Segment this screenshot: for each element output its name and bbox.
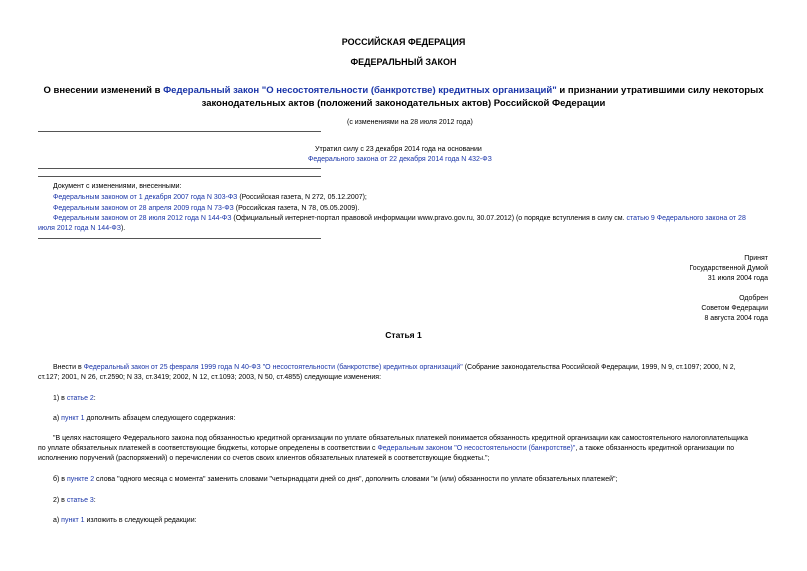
- adopted-line-2: Государственной Думой: [689, 265, 768, 272]
- article-p5-text-b: слова "одного месяца с момента" заменить словами "четырнадцати дней со дня", дополнить словами "и (или) обязанности по уплате обязательных платежей";: [94, 476, 618, 483]
- article-p3: [53, 414, 235, 423]
- article-p2-text-a: 1) в: [53, 395, 67, 402]
- article-p7-link[interactable]: пункт 1: [61, 517, 85, 524]
- changes-item-3-text: (Официальный интернет-портал правовой информации www.pravo.gov.ru, 30.07.2012) (о порядке вступления в силу см.: [231, 215, 627, 222]
- approved-line-1: Одобрен: [739, 295, 768, 302]
- expired-law-link[interactable]: Федерального закона от 22 декабря 2014 года N 432-ФЗ: [308, 156, 492, 163]
- divider: [38, 131, 321, 132]
- article-p5-link[interactable]: пункте 2: [66, 476, 95, 483]
- article-p6-link[interactable]: статье 3: [66, 497, 94, 504]
- edition-note: (с изменениями на 28 июля 2012 года): [347, 119, 473, 126]
- changes-heading: Документ с изменениями, внесенными:: [53, 183, 182, 190]
- approved-line-2: Советом Федерации: [701, 305, 768, 312]
- changes-item-3: [53, 214, 746, 223]
- adopted-line-1: Принят: [744, 255, 768, 262]
- article-p1-text-b: (Собрание законодательства Российской Федерации, 1999, N 9, ст.1097; 2000, N 2,: [462, 364, 736, 371]
- article-p4-text-b: , а также обязанность кредитной организации по: [575, 445, 735, 452]
- header-doc-type: ФЕДЕРАЛЬНЫЙ ЗАКОН: [350, 57, 457, 67]
- article-p1-line2: ст.127; 2001, N 26, ст.2590; N 33, ст.3419; 2002, N 12, ст.1093; 2003, N 50, ст.4855) следующие изменения:: [38, 374, 382, 381]
- title-suffix: и признании утратившими силу некоторых: [556, 85, 764, 96]
- changes-item-1-text: (Российская газета, N 272, 05.12.2007);: [237, 194, 367, 201]
- divider: [38, 176, 321, 177]
- changes-item-3-link[interactable]: Федеральным законом от 28 июля 2012 года N 144-ФЗ: [53, 215, 232, 222]
- changes-item-2-text: (Российская газета, N 78, 05.05.2009).: [233, 205, 360, 212]
- article-heading: Статья 1: [385, 330, 422, 340]
- title-law-link[interactable]: Федеральный закон "О несостоятельности (банкротстве) кредитных организаций": [163, 85, 557, 96]
- changes-item-3-end: ).: [120, 225, 126, 232]
- article-p4-line1: "В целях настоящего Федерального закона под обязанностью кредитной организации по уплате обязательных платежей понимается обязанность кредитной организации как самостоятельного налогоплательщика: [53, 435, 748, 442]
- expired-note: Утратил силу с 23 декабря 2014 года на основании: [315, 146, 482, 153]
- changes-item-1-link[interactable]: Федеральным законом от 1 декабря 2007 года N 303-ФЗ: [53, 194, 238, 201]
- article-p6: [53, 496, 96, 505]
- article-p3-link[interactable]: пункт 1: [61, 415, 85, 422]
- changes-item-3-article-link[interactable]: статью 9 Федерального закона от 28: [626, 215, 746, 222]
- changes-item-3-article-link-cont[interactable]: июля 2012 года N 144-ФЗ: [38, 225, 121, 232]
- article-p4-law-link[interactable]: Федеральным законом "О несостоятельности (банкротстве)": [377, 445, 576, 452]
- article-p3-text-a: а): [53, 415, 62, 422]
- header-country: РОССИЙСКАЯ ФЕДЕРАЦИЯ: [341, 37, 466, 47]
- document-title-line2: законодательных актов (положений законодательных актов) Российской Федерации: [201, 98, 606, 109]
- article-p2-text-b: :: [93, 395, 96, 402]
- article-p4-text-a: по уплате обязательных платежей в соответствующие бюджеты, которые определены в соответствии с: [38, 445, 378, 452]
- divider: [38, 238, 321, 239]
- article-p4-line3: исполнению поручений (распоряжений) о перечислении со счетов своих клиентов обязательных платежей в соответствующие бюджеты.";: [38, 455, 490, 462]
- article-p2: [53, 394, 96, 403]
- article-p2-link[interactable]: статье 2: [66, 395, 94, 402]
- article-p1: [53, 363, 736, 372]
- article-p1-law-link[interactable]: Федеральный закон от 25 февраля 1999 года N 40-ФЗ "О несостоятельности (банкротстве) кредитных организаций": [83, 364, 463, 371]
- changes-item-3-cont: [38, 224, 125, 233]
- article-p4-line2: [38, 444, 734, 453]
- title-prefix: О внесении изменений в: [43, 85, 164, 96]
- adopted-line-3: 31 июля 2004 года: [707, 275, 768, 282]
- article-p3-text-b: дополнить абзацем следующего содержания:: [84, 415, 236, 422]
- article-p5-text-a: б) в: [53, 476, 67, 483]
- article-p6-text-a: 2) в: [53, 497, 67, 504]
- changes-item-1: [53, 193, 367, 202]
- article-p5: [53, 475, 617, 484]
- article-p7-text-a: а): [53, 517, 62, 524]
- approved-line-3: 8 августа 2004 года: [704, 315, 768, 322]
- changes-item-2-link[interactable]: Федеральным законом от 28 апреля 2009 года N 73-ФЗ: [53, 205, 234, 212]
- article-p7: [53, 516, 197, 525]
- document-title: [0, 84, 807, 97]
- article-p7-text-b: изложить в следующей редакции:: [84, 517, 197, 524]
- changes-item-2: [53, 204, 359, 213]
- divider: [38, 168, 321, 169]
- article-p6-text-b: :: [93, 497, 96, 504]
- article-p1-text-a: Внести в: [53, 364, 84, 371]
